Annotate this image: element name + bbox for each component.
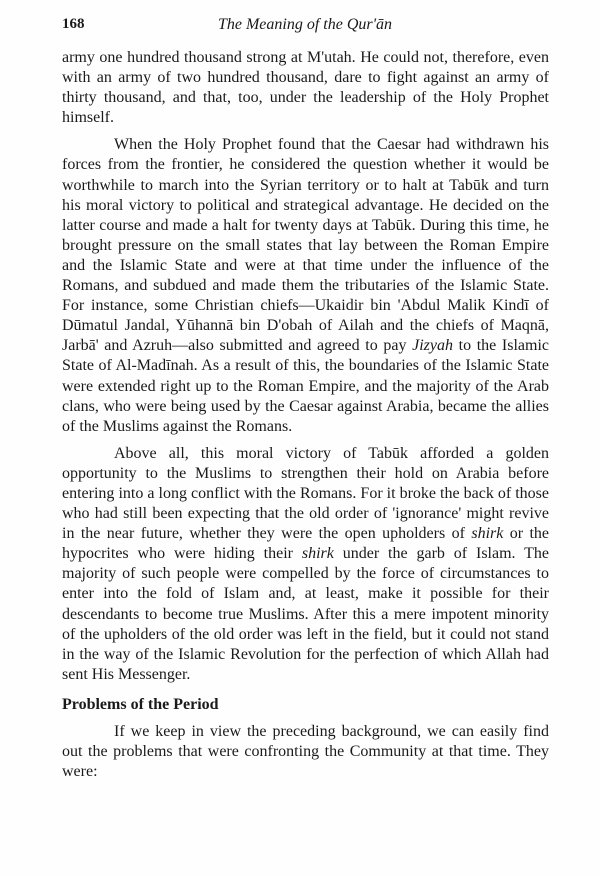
section-heading: Problems of the Period <box>62 695 219 713</box>
paragraph-tabuk-halt <box>62 135 549 436</box>
page-body <box>62 48 549 782</box>
paragraph-text: If we keep in view the preceding background, we can easily find out the problems that were confronting the Community at that time. They were: <box>62 723 549 781</box>
paragraph-text: to the Islamic State of Al-Madīnah. As a result of this, the boundaries of the Islamic State were extended right up to the Roman Empire, and the majority of the Arab clans, who were being used by the Caesar against Arabia, became the allies of the Muslims against the Romans. <box>62 337 550 435</box>
page-header <box>62 16 548 40</box>
paragraph-text: or the hypocrites who were hiding their <box>62 525 550 563</box>
term-shirk: shirk <box>471 525 504 543</box>
paragraph-problems <box>62 722 549 782</box>
page-number: 168 <box>62 16 85 32</box>
paragraph-text: under the garb of Islam. The majority of such people were compelled by the force of circumstances to enter into the fold of Islam and, at least, make it possible for their descendants to become true Muslims. After this a mere impotent minority of the upholders of the old order was left in the field, but it could not stand in the way of the Islamic Revolution for the perfection of which Allah had sent His Messenger. <box>62 545 549 683</box>
running-title: The Meaning of the Qur'ān <box>217 16 393 33</box>
paragraph-moral-victory <box>62 444 549 685</box>
paragraph-continuation <box>62 48 549 128</box>
paragraph-text: Above all, this moral victory of Tabūk afforded a golden opportunity to the Muslims to strengthen their hold on Arabia before entering into a long conflict with the Romans. For it broke the back of those who had still been expecting that the old order of 'ignorance' might revive in the near future, whether they were the open upholders of <box>62 444 549 543</box>
paragraph-text: army one hundred thousand strong at M'utah. He could not, therefore, even with an army of two hundred thousand, dare to fight against an army of thirty thousand, and that, too, under the leadership of the Holy Prophet himself. <box>62 49 549 127</box>
paragraph-text: When the Holy Prophet found that the Caesar had withdrawn his forces from the frontier, he considered the question whether it would be worthwhile to march into the Syrian territory or to halt at Tabūk and turn his moral victory to political and strategical advantage. He decided on the latter course and made a halt for twenty days at Tabūk. During this time, he brought pressure on the small states that lay between the Roman Empire and the Islamic State and were at that time under the influence of the Romans, and subdued and made them the tributaries of the Islamic State. For instance, some Christian chiefs—Ukaidir bin 'Abdul Malik Kindī of Dūmatul Jandal, Yūhannā bin D'obah of Ailah and the chiefs of Maqnā, Jarbā' and Azruh—also submitted and agreed to pay <box>62 136 549 355</box>
term-jizyah: Jizyah <box>412 337 453 355</box>
term-shirk: shirk <box>301 545 334 563</box>
